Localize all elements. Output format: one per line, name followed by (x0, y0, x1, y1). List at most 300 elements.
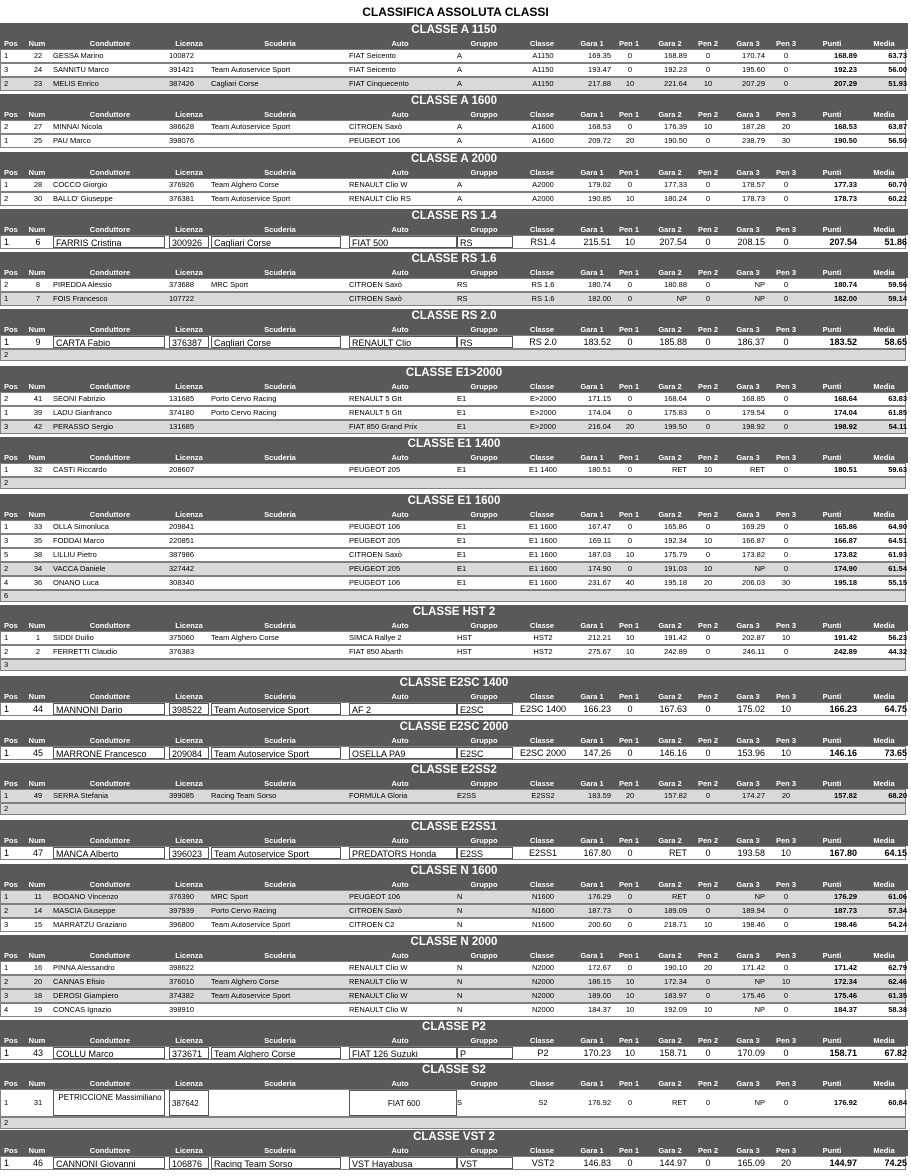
pts-cell: 207.54 (829, 237, 857, 247)
column-header: Pen 1 (618, 836, 639, 845)
team-cell (211, 563, 341, 575)
driver-cell: MARRONE Francesco (53, 747, 165, 759)
column-header: Gruppo (470, 110, 498, 119)
section-title: CLASSE N 1600 (0, 864, 908, 879)
column-header: Classe (529, 951, 555, 960)
num-cell: 28 (33, 180, 43, 189)
column-header: Gara 3 (736, 168, 760, 177)
table-row (0, 192, 906, 206)
pts-cell: 146.16 (829, 748, 857, 758)
pos-cell: 1 (4, 337, 10, 347)
p2-cell: 0 (705, 1048, 711, 1058)
column-header: Gara 1 (580, 225, 604, 234)
column-header: Pen 2 (697, 168, 718, 177)
pos-cell: 1 (4, 1098, 9, 1107)
column-header: Pos (4, 168, 18, 177)
column-header: Scuderia (264, 382, 296, 391)
g1-cell: 190.85 (588, 194, 611, 203)
section-title: CLASSE A 2000 (0, 152, 908, 167)
g2-cell: 175.83 (664, 408, 687, 417)
column-header: Pos (4, 325, 18, 334)
num-cell: 19 (33, 1005, 43, 1014)
car-cell: PEUGEOT 106 (349, 578, 401, 587)
p1-cell: 0 (627, 1158, 633, 1168)
p1-cell: 10 (625, 633, 635, 642)
pts-cell: 157.82 (834, 791, 857, 800)
g1-cell: 217.88 (588, 79, 611, 88)
column-header: Pen 2 (697, 225, 718, 234)
pts-cell: 184.37 (834, 1005, 857, 1014)
column-header: Gara 2 (658, 110, 682, 119)
p1-cell: 0 (627, 920, 633, 929)
car-cell: PEUGEOT 106 (349, 136, 401, 145)
column-header: Media (873, 736, 895, 745)
p1-cell: 0 (627, 408, 633, 417)
column-header-row (0, 1145, 908, 1156)
column-header: Pen 2 (697, 951, 718, 960)
column-header-row (0, 38, 908, 49)
cls-cell: E1 1600 (529, 578, 557, 587)
avg-cell: 67.82 (884, 1048, 907, 1058)
team-cell: Team Autoservice Sport (211, 122, 291, 131)
cls-cell: N1600 (531, 906, 555, 915)
driver-cell: PERASSO Sergio (53, 422, 114, 431)
pts-cell: 192.23 (834, 65, 857, 74)
car-cell: PEUGEOT 106 (349, 522, 401, 531)
lic-cell: 399085 (169, 791, 195, 800)
column-header: Pen 3 (775, 1146, 796, 1155)
column-header: Scuderia (264, 836, 296, 845)
column-header: Licenza (175, 382, 203, 391)
avg-cell: 59.56 (888, 280, 907, 289)
column-header: Gara 2 (658, 736, 682, 745)
column-header: Classe (529, 880, 555, 889)
car-cell: PEUGEOT 205 (349, 536, 401, 545)
avg-cell: 62.79 (888, 963, 907, 972)
avg-cell: 61.54 (888, 564, 907, 573)
car-cell: SIMCA Rallye 2 (349, 633, 402, 642)
column-header: Gara 2 (658, 779, 682, 788)
driver-cell: SIDDI Duilio (53, 633, 94, 642)
pos-cell: 1 (4, 237, 10, 247)
car-cell: FIAT 850 Grand Prix (349, 422, 418, 431)
column-header: Classe (529, 510, 555, 519)
driver-cell: LADU Gianfranco (53, 408, 112, 417)
g2-cell: 180.24 (664, 194, 687, 203)
p3-cell: 0 (783, 294, 789, 303)
g2-cell: NP (676, 294, 687, 303)
column-header: Pen 1 (618, 268, 639, 277)
column-header-row (0, 381, 908, 392)
table-row (0, 178, 906, 192)
column-header: Licenza (175, 453, 203, 462)
cls-cell: RS 2.0 (529, 337, 557, 347)
pts-cell: 187.73 (834, 906, 857, 915)
car-cell: RENAULT 5 Gtt (349, 408, 402, 417)
column-header: Punti (822, 951, 842, 960)
pts-cell: 168.89 (834, 51, 857, 60)
avg-cell: 59.63 (888, 465, 907, 474)
g3-cell: 195.60 (742, 65, 765, 74)
table-row (0, 335, 906, 349)
column-header: Scuderia (264, 621, 296, 630)
group-cell: E1 (457, 550, 467, 559)
column-header: Gara 2 (658, 1146, 682, 1155)
column-header: Scuderia (264, 453, 296, 462)
group-cell: E1 (457, 564, 467, 573)
p3-cell: 0 (783, 65, 789, 74)
lic-cell: 376387 (169, 336, 209, 348)
column-header: Punti (822, 1036, 842, 1045)
p3-cell: 0 (783, 892, 789, 901)
g2-cell: 218.71 (664, 920, 687, 929)
column-header: Licenza (175, 325, 203, 334)
empty-row (0, 659, 906, 671)
car-cell: CITROEN C2 (349, 920, 395, 929)
group-cell: RS (457, 236, 513, 248)
team-cell: Team Autoservice Sport (211, 65, 291, 74)
column-header: Pos (4, 1079, 18, 1088)
team-cell: Porto Cervo Racing (211, 408, 277, 417)
g3-cell: 202.87 (742, 633, 765, 642)
p2-cell: 0 (705, 1158, 711, 1168)
pos-cell: 1 (4, 522, 9, 531)
pos-cell: 1 (4, 633, 9, 642)
team-cell (211, 1004, 341, 1016)
column-header: Classe (529, 1146, 555, 1155)
column-header: Gara 3 (736, 39, 760, 48)
g3-cell: NP (754, 977, 765, 986)
driver-cell: PIREDDA Alessio (53, 280, 112, 289)
avg-cell: 64.15 (884, 848, 907, 858)
car-cell: FIAT 600 (349, 1090, 457, 1116)
column-header: Media (873, 1079, 895, 1088)
p1-cell: 0 (627, 337, 633, 347)
car-cell: RENAULT Clio RS (349, 194, 411, 203)
driver-cell: FERRETTI Claudio (53, 647, 118, 656)
column-header: Gruppo (470, 510, 498, 519)
column-header-row (0, 778, 908, 789)
num-cell: 14 (33, 906, 43, 915)
column-header: Gara 1 (580, 836, 604, 845)
column-header: Pen 3 (775, 225, 796, 234)
p1-cell: 10 (624, 237, 635, 247)
pos-cell: 2 (4, 394, 9, 403)
column-header: Gruppo (470, 382, 498, 391)
g2-cell: 168.64 (664, 394, 687, 403)
pos-cell: 3 (4, 991, 9, 1000)
group-cell: E1 (457, 394, 467, 403)
num-cell: 18 (33, 991, 43, 1000)
column-header: Scuderia (264, 880, 296, 889)
column-header: Gara 2 (658, 1079, 682, 1088)
column-header: Num (28, 836, 46, 845)
pos-cell: 3 (4, 536, 9, 545)
team-cell: Team Autoservice Sport (211, 920, 291, 929)
driver-cell: LILLIU Pietro (53, 550, 97, 559)
g2-cell: 195.18 (664, 578, 687, 587)
g2-cell: 177.33 (664, 180, 687, 189)
lic-cell: 376010 (169, 977, 195, 986)
pts-cell: 207.29 (834, 79, 857, 88)
p3-cell: 0 (783, 564, 789, 573)
driver-cell: OLLA Simonluca (53, 522, 109, 531)
pos-cell: 2 (4, 194, 9, 203)
column-header: Scuderia (264, 110, 296, 119)
cls-cell: E>2000 (529, 394, 557, 403)
p2-cell: 0 (705, 704, 711, 714)
p2-cell: 0 (705, 748, 711, 758)
group-cell: E1 (457, 408, 467, 417)
column-header: Scuderia (264, 736, 296, 745)
p2-cell: 20 (703, 963, 713, 972)
lic-cell: 375060 (169, 633, 195, 642)
column-header: Pen 2 (697, 779, 718, 788)
table-row (0, 846, 906, 860)
p3-cell: 0 (783, 51, 789, 60)
driver-cell: SEONI Fabrizio (53, 394, 106, 403)
column-header-row (0, 835, 908, 846)
column-header: Pen 2 (697, 268, 718, 277)
column-header: Punti (822, 510, 842, 519)
cls-cell: RS 1.6 (531, 294, 555, 303)
p2-cell: 0 (705, 647, 711, 656)
g3-cell: NP (754, 1098, 765, 1107)
g2-cell: 191.03 (664, 564, 687, 573)
pts-cell: 195.18 (834, 578, 857, 587)
group-cell: P (457, 1047, 513, 1059)
column-header: Punti (822, 39, 842, 48)
p2-cell: 0 (705, 280, 711, 289)
column-header: Pen 2 (697, 736, 718, 745)
column-header: Num (28, 39, 46, 48)
driver-cell: GESSA Marino (53, 51, 104, 60)
column-header: Pen 1 (618, 621, 639, 630)
column-header: Punti (822, 453, 842, 462)
column-header: Pen 1 (618, 692, 639, 701)
column-header: Gruppo (470, 621, 498, 630)
lic-cell: 374382 (169, 991, 195, 1000)
car-cell: CITROEN Saxò (349, 294, 402, 303)
p2-cell: 10 (703, 465, 713, 474)
pos-cell: 3 (4, 422, 9, 431)
column-header: Classe (529, 453, 555, 462)
table-row (0, 49, 906, 63)
empty-row (0, 349, 906, 361)
group-cell: A (457, 122, 463, 131)
g3-cell: NP (754, 294, 765, 303)
cls-cell: RS1.4 (530, 237, 556, 247)
avg-cell: 73.65 (884, 748, 907, 758)
column-header: Auto (391, 1079, 409, 1088)
avg-cell: 51.86 (884, 237, 907, 247)
column-header: Gara 1 (580, 168, 604, 177)
g1-cell: 166.23 (583, 704, 611, 714)
num-cell: 6 (35, 237, 41, 247)
driver-cell: BODANO Vincenzo (53, 892, 119, 901)
column-header: Media (873, 692, 895, 701)
num-cell: 15 (33, 920, 43, 929)
g2-cell: 144.97 (659, 1158, 687, 1168)
avg-cell: 57.34 (888, 906, 907, 915)
column-header: Pos (4, 39, 18, 48)
g3-cell: RET (750, 465, 765, 474)
p3-cell: 0 (783, 647, 789, 656)
pts-cell: 177.33 (834, 180, 857, 189)
section-title: CLASSE HST 2 (0, 605, 908, 620)
table-row (0, 1003, 906, 1017)
p1-cell: 0 (627, 294, 633, 303)
num-cell: 7 (35, 294, 41, 303)
cls-cell: E1 1600 (529, 522, 557, 531)
column-header: Gara 3 (736, 325, 760, 334)
num-cell: 36 (33, 578, 43, 587)
p2-cell: 0 (705, 51, 711, 60)
column-header: Gara 2 (658, 168, 682, 177)
car-cell: FIAT Cinquecento (349, 79, 409, 88)
column-header: Scuderia (264, 168, 296, 177)
p1-cell: 0 (627, 963, 633, 972)
column-header: Pen 1 (618, 453, 639, 462)
p2-cell: 20 (703, 578, 713, 587)
table-row (0, 63, 906, 77)
section-title: CLASSE E2SS2 (0, 763, 908, 778)
car-cell: FORMULA Gloria (349, 791, 408, 800)
column-header: Classe (529, 325, 555, 334)
cls-cell: E1 1600 (529, 550, 557, 559)
column-header: Pos (4, 1036, 18, 1045)
num-cell: 44 (32, 704, 43, 714)
g1-cell: 187.73 (588, 906, 611, 915)
g2-cell: 167.63 (659, 704, 687, 714)
column-header: Licenza (175, 951, 203, 960)
avg-cell: 61.35 (888, 991, 907, 1000)
g1-cell: 182.00 (588, 294, 611, 303)
column-header-row (0, 167, 908, 178)
column-header: Pen 2 (697, 692, 718, 701)
pos-cell: 1 (4, 963, 9, 972)
column-header-row (0, 1035, 908, 1046)
driver-cell: FOIS Francesco (53, 294, 108, 303)
g2-cell: RET (669, 848, 687, 858)
column-header: Pos (4, 110, 18, 119)
driver-cell: DEROSI Giampiero (53, 991, 119, 1000)
p2-cell: 10 (703, 79, 713, 88)
g2-cell: 157.82 (664, 791, 687, 800)
p3-cell: 0 (783, 1005, 789, 1014)
g2-cell: RET (672, 892, 687, 901)
column-header: Pos (4, 880, 18, 889)
group-cell: A (457, 79, 463, 88)
table-row (0, 120, 906, 134)
lic-cell: 209841 (169, 522, 195, 531)
p2-cell: 0 (705, 1098, 711, 1107)
g3-cell: 187.28 (742, 122, 765, 131)
cls-cell: N2000 (531, 991, 555, 1000)
cls-cell: E>2000 (529, 408, 557, 417)
column-header: Licenza (175, 1079, 203, 1088)
column-header: Auto (391, 268, 409, 277)
column-header: Classe (529, 736, 555, 745)
column-header: Conduttore (89, 110, 131, 119)
column-header: Pos (4, 1146, 18, 1155)
table-row (0, 534, 906, 548)
driver-cell: FARRIS Cristina (53, 236, 165, 248)
p1-cell: 0 (627, 1098, 633, 1107)
driver-cell: ONANO Luca (53, 578, 99, 587)
pos-cell: 1 (4, 294, 9, 303)
group-cell: E2SS (457, 791, 477, 800)
column-header: Licenza (175, 1036, 203, 1045)
column-header: Pos (4, 225, 18, 234)
lic-cell: 373688 (169, 280, 195, 289)
pts-cell: 176.29 (834, 892, 857, 901)
g2-cell: 146.16 (659, 748, 687, 758)
column-header: Classe (529, 836, 555, 845)
g3-cell: NP (754, 564, 765, 573)
column-header: Num (28, 621, 46, 630)
num-cell: 2 (35, 647, 41, 656)
num-cell: 31 (33, 1098, 43, 1107)
group-cell: E2SC (457, 747, 513, 759)
p2-cell: 0 (705, 977, 711, 986)
column-header: Num (28, 510, 46, 519)
p2-cell: 0 (705, 791, 711, 800)
car-cell: FIAT Seicento (349, 51, 396, 60)
table-row (0, 890, 906, 904)
g2-cell: 192.34 (664, 536, 687, 545)
driver-cell: FODDAI Marco (53, 536, 105, 545)
column-header: Licenza (175, 736, 203, 745)
column-header: Punti (822, 1079, 842, 1088)
pos-cell: 2 (4, 647, 9, 656)
column-header: Pen 1 (618, 951, 639, 960)
column-header: Pen 1 (618, 1036, 639, 1045)
g3-cell: NP (754, 1005, 765, 1014)
column-header: Auto (391, 225, 409, 234)
car-cell: FIAT 850 Abarth (349, 647, 403, 656)
column-header: Auto (391, 779, 409, 788)
column-header: Gruppo (470, 1146, 498, 1155)
pos-cell: 1 (4, 51, 9, 60)
column-header: Gara 1 (580, 692, 604, 701)
g1-cell: 172.67 (588, 963, 611, 972)
g2-cell: 183.97 (664, 991, 687, 1000)
column-header: Auto (391, 325, 409, 334)
cls-cell: E>2000 (529, 422, 557, 431)
column-header: Classe (529, 268, 555, 277)
column-header: Punti (822, 110, 842, 119)
driver-cell: CANNAS Efisio (53, 977, 105, 986)
section-title: CLASSE S2 (0, 1063, 908, 1078)
column-header: Conduttore (89, 453, 131, 462)
cls-cell: N2000 (531, 963, 555, 972)
section-title: CLASSE RS 1.4 (0, 209, 908, 224)
driver-cell: MINNAI Nicola (53, 122, 103, 131)
column-header: Gara 1 (580, 880, 604, 889)
column-header: Media (873, 779, 895, 788)
column-header: Conduttore (89, 382, 131, 391)
g1-cell: 180.51 (588, 465, 611, 474)
column-header: Num (28, 736, 46, 745)
column-header-row (0, 109, 908, 120)
group-cell: A (457, 65, 463, 74)
column-header-row (0, 735, 908, 746)
lic-cell: 391421 (169, 65, 195, 74)
group-cell: HST (457, 647, 472, 656)
column-header: Scuderia (264, 692, 296, 701)
g3-cell: 165.09 (737, 1158, 765, 1168)
